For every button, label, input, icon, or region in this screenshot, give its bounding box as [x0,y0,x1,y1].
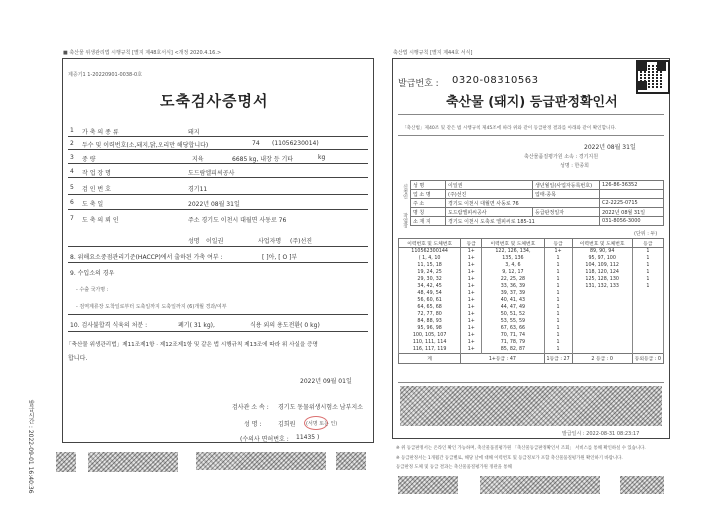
grade-cell: 89, 90, 94 [572,248,632,256]
approver-name: 성명 : 한종희 [560,163,590,169]
grade-cell: 1 [544,297,572,304]
grade-cell: 72, 77, 80 [399,311,461,318]
table-row [411,199,664,208]
requester-address: 주소 경기도 이천시 대월면 사동로 76 [188,217,287,224]
note-line: 등급판정 도체 및 등급 결과는 축산물품질평가원 정관을 통해 [396,465,512,470]
grade-cell: 95, 96, 98 [399,325,461,332]
blurred-barcode [398,476,458,494]
table-cell: 성 명 [411,181,446,190]
requester-name-label: 성명 [188,238,200,245]
grade-cell: 118, 120, 124 [572,269,632,276]
grade-cell: 1 [632,276,663,283]
footer-rule [398,382,664,383]
grade-cell: 1 [544,290,572,297]
inspector-name-label: 성 명 : [244,421,262,428]
grading-notice: 「축산법」제40조 및 같은 법 시행규칙 제45조에 따라 위와 같이 등급판정 결과를 아래와 같이 확인합니다. [402,126,617,131]
grade-row [399,318,664,325]
grade-row [399,290,664,297]
grade-cell: 1 [632,262,663,269]
row-rule [68,314,368,315]
left-border-right [373,58,374,443]
grade-cell: 40, 41, 43 [482,297,544,304]
right-title: 축산물 (돼지) 등급판정확인서 [446,95,618,110]
grade-cell: 1+ [544,248,572,256]
trace-number: (11056230014) [272,140,319,147]
qr-finder [657,62,666,71]
grade-cell [632,325,663,332]
row-no: 5 [70,184,74,191]
grade-cell: 1+ [461,262,482,269]
grading-date: 2022년 08월 31일 [584,144,636,151]
table-cell: 업태·종목 [533,190,600,199]
grade-cell: 67, 63, 66 [482,325,544,332]
grade-cell: 1 [544,269,572,276]
grade-cell: 1+ [461,311,482,318]
side-issue-timestamp: 발급시간 : 2022-09-01 16:40:36 [27,400,34,494]
grade-cell [572,346,632,354]
grade-cell [632,332,663,339]
grade-cell: 19, 24, 25 [399,269,461,276]
table-cell: 경기도 이천시 대월면 사동로 76 [446,199,600,208]
table-cell: 경기도 이천시 도축로 엘피씨로 185-11 [446,217,600,226]
table-row [411,208,664,217]
right-border-right [669,58,670,438]
grade-cell: 39, 37, 39 [482,290,544,297]
grade-cell [632,318,663,325]
grade-cell: 1+ [461,332,482,339]
row-no: 6 [70,199,74,206]
column-header: 이력번호 및 도체번호 [572,239,632,248]
left-doc-number: 제증기1 1-20220901-0038-0호 [68,72,143,78]
row-rule [68,209,368,210]
grade-cell: 64, 65, 68 [399,304,461,311]
grade-cell: 85, 82, 87 [482,346,544,354]
row-no: 7 [70,215,74,222]
right-form-number: 축산법 시행규칙 [별지 제44호 서식] [393,50,473,56]
certification-statement-end: 합니다. [68,355,88,362]
grade-cell: 22, 25, 28 [482,276,544,283]
grade-row [399,269,664,276]
left-top-rule [62,58,374,59]
grade-cell: 48, 49, 54 [399,290,461,297]
grade-cell: 34, 42, 45 [399,283,461,290]
disposal-weight: 폐기( 31 kg), [178,322,215,329]
grade-row [399,248,664,256]
row-rule [68,262,368,263]
grade-cell: 1 [632,255,663,262]
grade-cell [572,339,632,346]
grade-cell: 1 [544,276,572,283]
left-border-left [62,58,63,443]
column-header: 등급 [461,239,482,248]
table-cell: 명 칭 [411,208,446,217]
haccp-question: 8. 위해요소중점관리기준(HACCP)에서 출하된 가축 여부 : [70,254,223,261]
grade-cell [572,297,632,304]
row-rule [68,136,368,137]
grade-cell: 1+ [461,346,482,354]
requester-company: (주)선진 [290,238,313,245]
row-rule [68,194,368,195]
blurred-signature-block [400,386,662,426]
table-cell [600,190,664,199]
row-rule [68,163,368,164]
table-cell: 126-86-36352 [600,181,664,190]
issue-number-label: 발급번호 : [398,79,439,89]
grade-cell [632,346,663,354]
grade-cell [632,311,663,318]
blurred-seal [336,452,366,470]
grade-row [399,325,664,332]
row-rule [68,331,368,332]
grade-cell: 135, 136 [482,255,544,262]
workplace-value: 도드람엘피씨공사 [188,170,235,177]
grade-cell: 125, 128, 130 [572,276,632,283]
grade-cell: 1 [544,332,572,339]
grade-total-cell: 등외등급 : 0 [632,354,663,364]
grade-cell: 1 [632,248,663,256]
grade-cell [572,304,632,311]
grade-cell: 1+ [461,290,482,297]
grade-cell: 1+ [461,269,482,276]
grade-total-cell: 1+등급 : 47 [461,354,544,364]
table-cell: 도드람엘피씨공사 [446,208,533,217]
grade-cell: 1+ [461,325,482,332]
grade-row [399,332,664,339]
haccp-answer: [ ]아, [ O ]부 [262,254,298,261]
grade-cell: 1 [632,283,663,290]
table-cell: 업 소 명 [411,190,446,199]
grade-cell [632,339,663,346]
grade-cell [572,290,632,297]
grade-cell: 1 [544,283,572,290]
grade-cell: 110562300144 [399,248,461,256]
table-cell: 이일권 [446,181,533,190]
grade-cell: 116, 117, 119 [399,346,461,354]
inspector-org: 경기도 동물위생시험소 남부지소 [278,404,363,411]
grade-row [399,262,664,269]
column-header: 등급 [632,239,663,248]
grade-cell: 84, 88, 93 [399,318,461,325]
requester-company-label: 사업자명 [258,238,282,245]
row-rule [68,149,368,150]
requester-name: 이일권 [206,238,224,245]
grade-cell: 1+ [461,276,482,283]
import-cattle-heading: 9. 수입소의 경우 [70,270,115,277]
slaughter-date-value: 2022년 08월 31일 [188,201,240,208]
slaughter-date-label: 도 축 일 [82,201,104,208]
grade-cell: 1+ [461,248,482,256]
table-row [411,190,664,199]
grade-cell: 9, 12, 17 [482,269,544,276]
grade-cell: 1 [544,346,572,354]
table-cell: 주 소 [411,199,446,208]
grade-cell: ( 1, 4, 10 [399,255,461,262]
table-cell: 소 재 지 [411,217,446,226]
grade-row [399,311,664,318]
note-line: ※ 위 등급판정서는 온라인 확인 가능하며, 축산물품질평가원 「축산물등급판정확인서 조회」 서비스를 통해 확인하실 수 있습니다. [396,446,646,451]
grade-cell: 1+ [461,297,482,304]
grade-cell: 110, 111, 114 [399,339,461,346]
grade-cell: 1+ [461,339,482,346]
left-form-number: ■ 축산물 위생관리법 시행규칙 [별지 제48호서식] <개정 2020.4.16.> [63,50,222,56]
grade-cell: 1 [544,262,572,269]
grade-cell [572,332,632,339]
row-no: 2 [70,140,74,147]
row-no: 3 [70,154,74,161]
inspector-name: 김희원 [278,421,296,428]
quarantine-period: - 검역계류장 도착일로부터 도축일까지 도축일까지 (6)개월 경과/여부 [76,304,227,310]
grade-row [399,276,664,283]
column-header: 이력번호 및 도체번호 [399,239,461,248]
column-header: 이력번호 및 도체번호 [482,239,544,248]
qr-finder [638,62,647,71]
grade-cell: 104, 109, 112 [572,262,632,269]
export-country-label: - 수출 국가명 : [76,287,109,293]
requester-label: 도 축 의 뢰 인 [82,217,119,224]
grade-cell: 1 [544,325,572,332]
vet-license-label: (수의사 면허번호 : [240,436,289,443]
carcass-weight: 6685 kg, 내장 등 기타 [232,156,294,163]
grade-cell: 1+ [461,283,482,290]
unit-note: (단위 : 두) [634,231,658,237]
workplace-section-label: 작업장 [402,213,408,228]
grade-cell: 44, 47, 49 [482,304,544,311]
grade-cell: 1 [632,269,663,276]
grade-total-cell: 2 등급 : 0 [572,354,632,364]
grade-cell: 53, 55, 59 [482,318,544,325]
grade-cell: 33, 36, 39 [482,283,544,290]
grade-cell: 1 [544,304,572,311]
grade-cell: 95, 97, 100 [572,255,632,262]
grade-cell: 1+ [461,255,482,262]
issue-date: 2022년 09월 01일 [300,378,352,385]
grade-cell [572,318,632,325]
left-title: 도축검사증명서 [160,92,269,110]
grade-cell: 29, 30, 32 [399,276,461,283]
table-cell: 031-8056-3000 [600,217,664,226]
conversion-weight: 식용 외의 용도전환( 0 kg) [250,322,320,329]
grade-cell: 3, 4, 6 [482,262,544,269]
head-count-value: 74 [252,140,260,147]
left-bottom-rule [62,442,374,443]
livestock-type-label: 가 축 의 종 류 [82,129,119,136]
grade-cell: 1 [544,311,572,318]
grade-cell: 50, 51, 52 [482,311,544,318]
column-header: 등급 [544,239,572,248]
grade-row [399,283,664,290]
row-no: 1 [70,127,74,134]
grade-total-cell: 1등급 : 27 [544,354,572,364]
blurred-seal [56,452,76,472]
inspector-sign-note: (서명 또는 인) [306,421,338,427]
blurred-seal [620,476,664,494]
grade-cell [572,325,632,332]
inspection-no-value: 경기11 [188,186,208,193]
grade-row [399,255,664,262]
row-rule [68,246,368,247]
issue-timestamp: 발급일시 : 2022-08-31 08:23:17 [562,431,640,437]
blurred-barcode [196,452,326,470]
vet-license-number: 11435 ) [296,434,320,441]
notice-rule [398,135,664,136]
head-count-label: 두수 및 이력번호(소,돼지,닭,오리만 해당합니다) [82,142,209,149]
table-cell: 생년월일(사업자등록번호) [533,181,600,190]
grade-row [399,304,664,311]
note-line: ※ 등급판정서는 1개월간 등급별로, 해당 날에 대해 이력번호 및 등급정보가 포함 축산물품질평가원 확인하기 바랍니다. [396,456,623,461]
grade-cell: 1+ [461,318,482,325]
right-top-rule [392,58,670,59]
weight-label: 중 량 [82,156,96,163]
issue-number: 0320-08310563 [452,75,539,86]
blurred-barcode [480,476,600,494]
grade-cell [572,311,632,318]
grade-row [399,346,664,354]
grade-cell [632,304,663,311]
table-row [411,217,664,226]
grade-table-header [399,239,664,248]
rejected-meat-label: 10. 검사불합격 식육의 처분 : [70,322,148,329]
inspector-org-label: 검사관 소 속 : [232,404,269,411]
row-rule [68,177,368,178]
grade-cell: 1 [544,255,572,262]
grade-cell: 71, 78, 79 [482,339,544,346]
applicant-table [410,180,664,226]
grade-cell: 1+ [461,304,482,311]
right-bottom-rule [392,438,670,439]
certification-statement: 「축산물 위생관리법」제11조제1항 · 제12조제1항 및 같은 법 시행규칙 제13조에 따라 위 사실을 증명 [66,342,318,348]
blurred-barcode [88,452,178,472]
table-cell: (주)선진 [446,190,533,199]
grade-cell: 56, 60, 61 [399,297,461,304]
other-weight-unit: kg [318,154,326,161]
workplace-label: 작 업 장 명 [82,170,111,177]
grade-cell: 11, 15, 18 [399,262,461,269]
grade-cell [632,297,663,304]
table-cell: C2-2225-0715 [600,199,664,208]
notice-rule [398,114,664,115]
grade-cell: 1 [544,318,572,325]
grade-cell: 70, 71, 74 [482,332,544,339]
grade-cell: 131, 132, 133 [572,283,632,290]
grade-cell [632,290,663,297]
grade-row [399,297,664,304]
approver-org: 축산물품질평가원 소속 : 경기지원 [524,154,599,160]
table-cell: 2022년 08월 31일 [600,208,664,217]
grade-cell: 1 [544,339,572,346]
carcass-label: 지육 [192,156,204,163]
applicant-section-label: 신청인 [402,184,408,199]
right-border-left [392,58,393,438]
grade-total-cell: 계 [399,354,461,364]
grade-row [399,339,664,346]
grade-totals-row [399,354,664,364]
table-row [411,181,664,190]
livestock-type-value: 돼지 [188,129,200,136]
row-no: 4 [70,168,74,175]
grade-cell: 100, 105, 107 [399,332,461,339]
table-cell: 등급판정일자 [533,208,600,217]
qr-finder [638,81,647,90]
inspection-no-label: 검 인 번 호 [82,186,111,193]
grade-table [398,238,664,364]
grade-cell: 122, 126, 134, [482,248,544,256]
